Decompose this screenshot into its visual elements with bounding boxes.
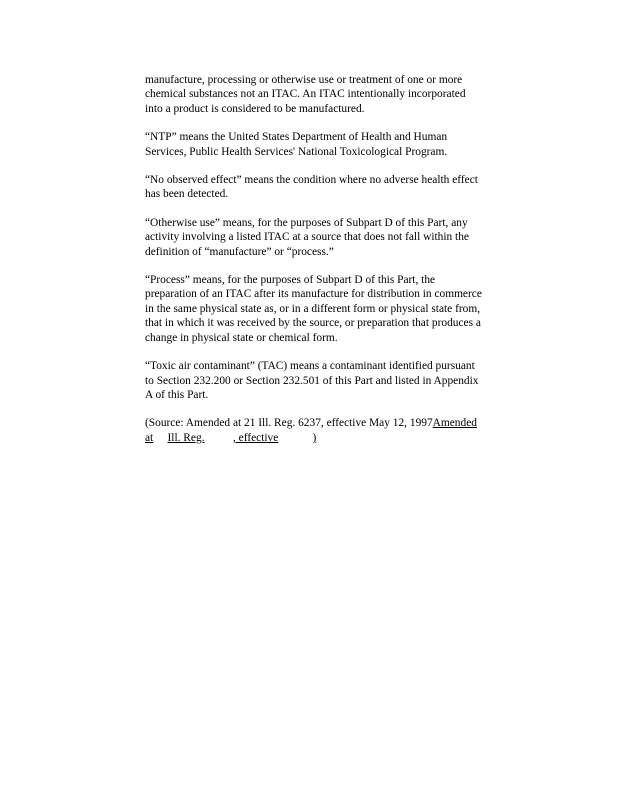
text-line: in the same physical state as, or in a different form or physical state from, xyxy=(145,302,481,315)
text-line: Services, Public Health Services' National Toxicological Program. xyxy=(145,145,448,158)
effective-text: , effective xyxy=(232,431,279,444)
text-line: “Toxic air contaminant” (TAC) means a contaminant identified pursuant xyxy=(145,360,475,373)
definition-toxic-air-contaminant xyxy=(145,359,515,402)
text-line: “NTP” means the United States Department of Health and Human xyxy=(145,131,448,144)
definition-manufacture-continued xyxy=(145,73,515,116)
text-line: preparation of an ITAC after its manufacture for distribution in commerce xyxy=(145,288,482,301)
text-line: “Process” means, for the purposes of Subpart D of this Part, the xyxy=(145,274,436,287)
source-note-line-1 xyxy=(145,416,515,430)
source-note xyxy=(145,416,515,445)
text-line: change in physical state or chemical form. xyxy=(145,331,338,344)
definition-ntp xyxy=(145,130,515,159)
definition-otherwise-use xyxy=(145,216,515,259)
text-line: A of this Part. xyxy=(145,388,209,401)
text-line: “Otherwise use” means, for the purposes of Subpart D of this Part, any xyxy=(145,216,468,229)
definition-process xyxy=(145,273,515,345)
text-line: “No observed effect” means the condition where no adverse health effect xyxy=(145,174,478,187)
text-line: manufacture, processing or otherwise use or treatment of one or more xyxy=(145,74,463,86)
amendment-insert-underlined xyxy=(145,432,316,444)
text-line: chemical substances not an ITAC. An ITAC intentionally incorporated xyxy=(145,88,466,101)
text-line: to Section 232.200 or Section 232.501 of this Part and listed in Appendix xyxy=(145,374,479,387)
closing-paren: ) xyxy=(312,431,317,444)
text-line: definition of “manufacture” or “process.” xyxy=(145,245,334,258)
at-word: at xyxy=(145,431,154,444)
text-line: into a product is considered to be manufactured. xyxy=(145,102,365,115)
definition-no-observed-effect xyxy=(145,173,515,202)
ill-reg-text: Ill. Reg. xyxy=(167,431,205,444)
text-line: activity involving a listed ITAC at a source that does not fall within the xyxy=(145,231,469,244)
text-line: that in which it was received by the source, or preparation that produces a xyxy=(145,317,481,330)
amended-word: Amended xyxy=(432,417,477,430)
text-line: has been detected. xyxy=(145,188,229,201)
amendment-insert-underlined xyxy=(433,417,486,429)
document-body xyxy=(145,73,515,459)
source-note-text: (Source: Amended at 21 Ill. Reg. 6237, effective May 12, 1997 xyxy=(145,417,433,430)
source-note-line-2 xyxy=(145,431,515,445)
